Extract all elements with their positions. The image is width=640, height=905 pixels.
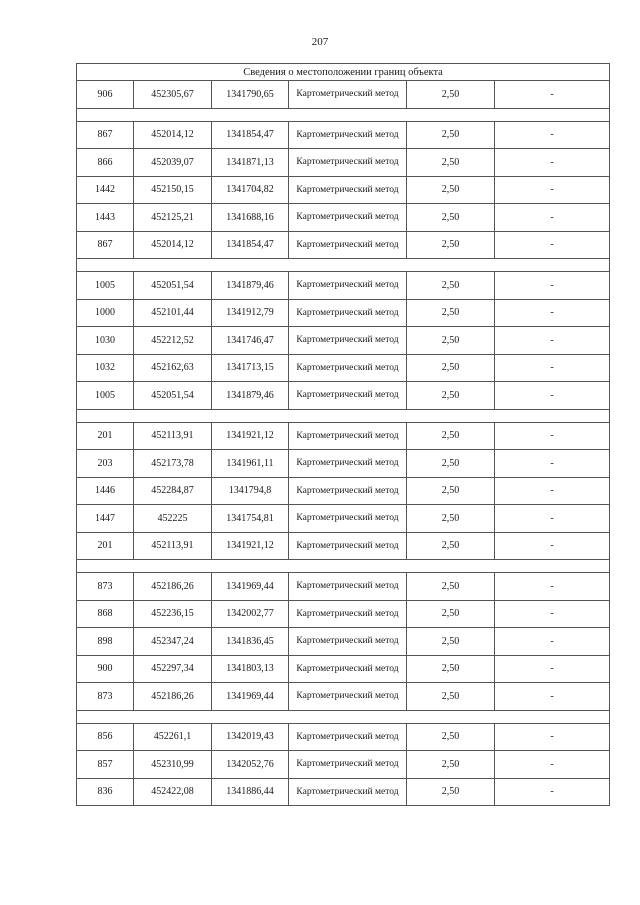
description-cell: - [495, 272, 610, 300]
y-coordinate-cell: 1341704,82 [212, 176, 289, 204]
description-cell: - [495, 81, 610, 109]
y-coordinate-cell: 1341969,44 [212, 683, 289, 711]
table-row [77, 505, 610, 533]
y-coordinate-cell: 1341879,46 [212, 382, 289, 410]
method-cell: Картометрический метод [289, 532, 407, 560]
x-coordinate-cell: 452051,54 [134, 382, 212, 410]
accuracy-cell: 2,50 [407, 628, 495, 656]
accuracy-cell: 2,50 [407, 683, 495, 711]
method-cell: Картометрический метод [289, 628, 407, 656]
table-row [77, 354, 610, 382]
method-cell: Картометрический метод [289, 382, 407, 410]
table-row [77, 231, 610, 259]
table-row [77, 382, 610, 410]
method-cell: Картометрический метод [289, 778, 407, 806]
description-cell: - [495, 778, 610, 806]
x-coordinate-cell: 452186,26 [134, 573, 212, 601]
method-cell: Картометрический метод [289, 505, 407, 533]
table-row [77, 176, 610, 204]
table-row [77, 299, 610, 327]
group-separator-row [77, 409, 610, 422]
description-cell: - [495, 477, 610, 505]
accuracy-cell: 2,50 [407, 778, 495, 806]
point-number-cell: 201 [77, 532, 134, 560]
method-cell: Картометрический метод [289, 450, 407, 478]
y-coordinate-cell: 1341921,12 [212, 422, 289, 450]
point-number-cell: 900 [77, 655, 134, 683]
description-cell: - [495, 231, 610, 259]
table-title: Сведения о местоположении границ объекта [77, 64, 610, 81]
table-row [77, 683, 610, 711]
table-header-row [77, 64, 610, 81]
x-coordinate-cell: 452125,21 [134, 204, 212, 232]
table-row [77, 600, 610, 628]
accuracy-cell: 2,50 [407, 477, 495, 505]
point-number-cell: 867 [77, 231, 134, 259]
accuracy-cell: 2,50 [407, 354, 495, 382]
x-coordinate-cell: 452014,12 [134, 231, 212, 259]
accuracy-cell: 2,50 [407, 204, 495, 232]
accuracy-cell: 2,50 [407, 505, 495, 533]
description-cell: - [495, 628, 610, 656]
point-number-cell: 856 [77, 723, 134, 751]
accuracy-cell: 2,50 [407, 149, 495, 177]
point-number-cell: 1446 [77, 477, 134, 505]
point-number-cell: 1030 [77, 327, 134, 355]
table-row [77, 272, 610, 300]
table-row [77, 532, 610, 560]
x-coordinate-cell: 452051,54 [134, 272, 212, 300]
table-row [77, 327, 610, 355]
accuracy-cell: 2,50 [407, 450, 495, 478]
boundary-coordinates-table [76, 63, 610, 806]
x-coordinate-cell: 452173,78 [134, 450, 212, 478]
point-number-cell: 857 [77, 751, 134, 779]
table-row [77, 655, 610, 683]
separator-cell [77, 259, 610, 272]
y-coordinate-cell: 1341969,44 [212, 573, 289, 601]
table-row [77, 149, 610, 177]
y-coordinate-cell: 1342002,77 [212, 600, 289, 628]
description-cell: - [495, 751, 610, 779]
y-coordinate-cell: 1341854,47 [212, 231, 289, 259]
method-cell: Картометрический метод [289, 354, 407, 382]
accuracy-cell: 2,50 [407, 272, 495, 300]
accuracy-cell: 2,50 [407, 176, 495, 204]
method-cell: Картометрический метод [289, 422, 407, 450]
y-coordinate-cell: 1341921,12 [212, 532, 289, 560]
accuracy-cell: 2,50 [407, 600, 495, 628]
method-cell: Картометрический метод [289, 655, 407, 683]
y-coordinate-cell: 1341688,16 [212, 204, 289, 232]
point-number-cell: 836 [77, 778, 134, 806]
description-cell: - [495, 505, 610, 533]
y-coordinate-cell: 1342052,76 [212, 751, 289, 779]
method-cell: Картометрический метод [289, 272, 407, 300]
x-coordinate-cell: 452014,12 [134, 121, 212, 149]
y-coordinate-cell: 1342019,43 [212, 723, 289, 751]
description-cell: - [495, 354, 610, 382]
y-coordinate-cell: 1341879,46 [212, 272, 289, 300]
point-number-cell: 1005 [77, 382, 134, 410]
group-separator-row [77, 259, 610, 272]
point-number-cell: 873 [77, 573, 134, 601]
description-cell: - [495, 422, 610, 450]
group-separator-row [77, 710, 610, 723]
separator-cell [77, 560, 610, 573]
method-cell: Картометрический метод [289, 81, 407, 109]
method-cell: Картометрический метод [289, 683, 407, 711]
point-number-cell: 1032 [77, 354, 134, 382]
accuracy-cell: 2,50 [407, 327, 495, 355]
y-coordinate-cell: 1341754,81 [212, 505, 289, 533]
x-coordinate-cell: 452225 [134, 505, 212, 533]
method-cell: Картометрический метод [289, 204, 407, 232]
x-coordinate-cell: 452347,24 [134, 628, 212, 656]
accuracy-cell: 2,50 [407, 382, 495, 410]
description-cell: - [495, 532, 610, 560]
description-cell: - [495, 327, 610, 355]
point-number-cell: 1000 [77, 299, 134, 327]
description-cell: - [495, 600, 610, 628]
table-row [77, 573, 610, 601]
description-cell: - [495, 573, 610, 601]
y-coordinate-cell: 1341961,11 [212, 450, 289, 478]
description-cell: - [495, 299, 610, 327]
x-coordinate-cell: 452422,08 [134, 778, 212, 806]
y-coordinate-cell: 1341886,44 [212, 778, 289, 806]
point-number-cell: 203 [77, 450, 134, 478]
method-cell: Картометрический метод [289, 751, 407, 779]
x-coordinate-cell: 452261,1 [134, 723, 212, 751]
table-row [77, 422, 610, 450]
description-cell: - [495, 149, 610, 177]
point-number-cell: 898 [77, 628, 134, 656]
accuracy-cell: 2,50 [407, 573, 495, 601]
y-coordinate-cell: 1341713,15 [212, 354, 289, 382]
y-coordinate-cell: 1341803,13 [212, 655, 289, 683]
x-coordinate-cell: 452284,87 [134, 477, 212, 505]
x-coordinate-cell: 452101,44 [134, 299, 212, 327]
point-number-cell: 1442 [77, 176, 134, 204]
group-separator-row [77, 560, 610, 573]
description-cell: - [495, 683, 610, 711]
y-coordinate-cell: 1341836,45 [212, 628, 289, 656]
accuracy-cell: 2,50 [407, 231, 495, 259]
point-number-cell: 1447 [77, 505, 134, 533]
method-cell: Картометрический метод [289, 327, 407, 355]
separator-cell [77, 710, 610, 723]
description-cell: - [495, 176, 610, 204]
method-cell: Картометрический метод [289, 176, 407, 204]
table-row [77, 778, 610, 806]
description-cell: - [495, 723, 610, 751]
method-cell: Картометрический метод [289, 723, 407, 751]
x-coordinate-cell: 452113,91 [134, 532, 212, 560]
method-cell: Картометрический метод [289, 600, 407, 628]
x-coordinate-cell: 452150,15 [134, 176, 212, 204]
description-cell: - [495, 450, 610, 478]
table-row [77, 204, 610, 232]
accuracy-cell: 2,50 [407, 81, 495, 109]
table-row [77, 628, 610, 656]
table-row [77, 81, 610, 109]
accuracy-cell: 2,50 [407, 751, 495, 779]
point-number-cell: 873 [77, 683, 134, 711]
x-coordinate-cell: 452305,67 [134, 81, 212, 109]
method-cell: Картометрический метод [289, 121, 407, 149]
table-row [77, 723, 610, 751]
page-number: 207 [311, 36, 329, 48]
y-coordinate-cell: 1341871,13 [212, 149, 289, 177]
y-coordinate-cell: 1341746,47 [212, 327, 289, 355]
point-number-cell: 866 [77, 149, 134, 177]
description-cell: - [495, 655, 610, 683]
description-cell: - [495, 382, 610, 410]
point-number-cell: 868 [77, 600, 134, 628]
x-coordinate-cell: 452162,63 [134, 354, 212, 382]
method-cell: Картометрический метод [289, 299, 407, 327]
table-row [77, 121, 610, 149]
method-cell: Картометрический метод [289, 573, 407, 601]
x-coordinate-cell: 452039,07 [134, 149, 212, 177]
accuracy-cell: 2,50 [407, 532, 495, 560]
y-coordinate-cell: 1341794,8 [212, 477, 289, 505]
x-coordinate-cell: 452113,91 [134, 422, 212, 450]
separator-cell [77, 108, 610, 121]
method-cell: Картометрический метод [289, 477, 407, 505]
x-coordinate-cell: 452310,99 [134, 751, 212, 779]
accuracy-cell: 2,50 [407, 299, 495, 327]
table-row [77, 450, 610, 478]
point-number-cell: 1005 [77, 272, 134, 300]
point-number-cell: 1443 [77, 204, 134, 232]
y-coordinate-cell: 1341854,47 [212, 121, 289, 149]
point-number-cell: 201 [77, 422, 134, 450]
separator-cell [77, 409, 610, 422]
x-coordinate-cell: 452297,34 [134, 655, 212, 683]
accuracy-cell: 2,50 [407, 655, 495, 683]
accuracy-cell: 2,50 [407, 121, 495, 149]
point-number-cell: 906 [77, 81, 134, 109]
point-number-cell: 867 [77, 121, 134, 149]
x-coordinate-cell: 452236,15 [134, 600, 212, 628]
accuracy-cell: 2,50 [407, 422, 495, 450]
accuracy-cell: 2,50 [407, 723, 495, 751]
description-cell: - [495, 121, 610, 149]
y-coordinate-cell: 1341912,79 [212, 299, 289, 327]
x-coordinate-cell: 452186,26 [134, 683, 212, 711]
table-row [77, 477, 610, 505]
y-coordinate-cell: 1341790,65 [212, 81, 289, 109]
description-cell: - [495, 204, 610, 232]
method-cell: Картометрический метод [289, 231, 407, 259]
x-coordinate-cell: 452212,52 [134, 327, 212, 355]
group-separator-row [77, 108, 610, 121]
method-cell: Картометрический метод [289, 149, 407, 177]
table-row [77, 751, 610, 779]
